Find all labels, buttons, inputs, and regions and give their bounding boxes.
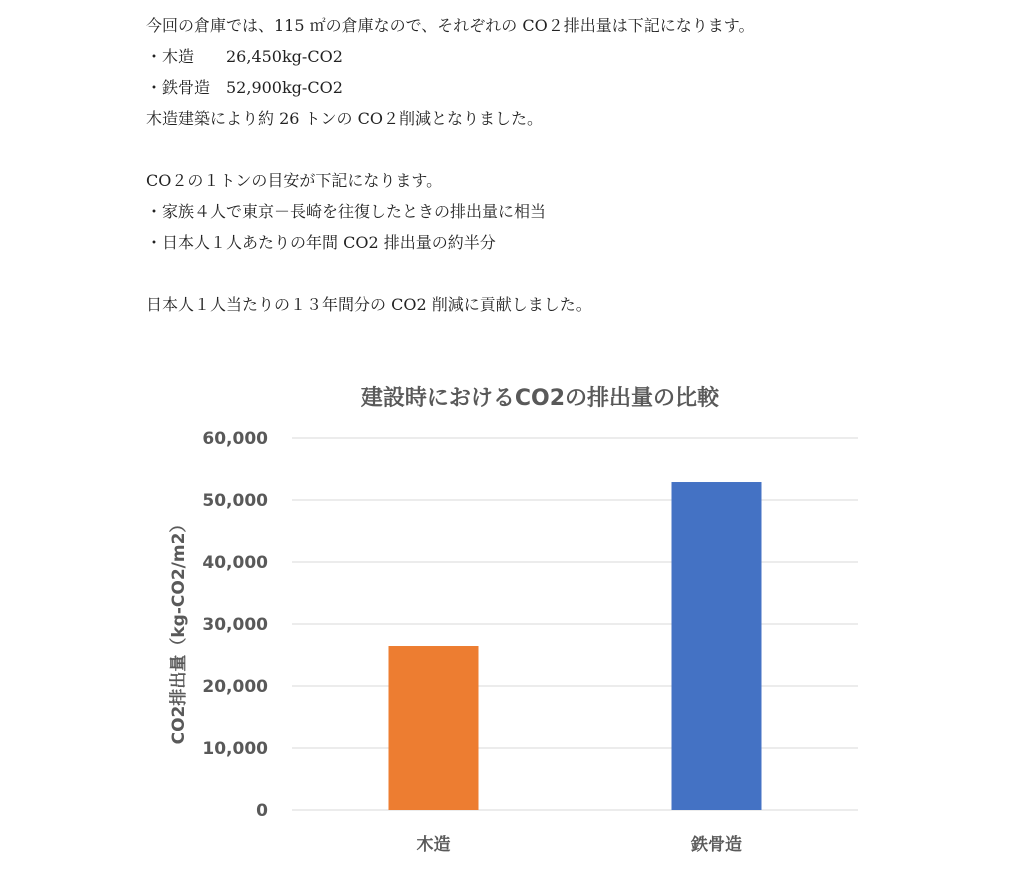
gridlines [292, 438, 858, 810]
x-axis-ticks [417, 834, 743, 855]
y-tick-label: 60,000 [202, 429, 268, 449]
blank-line [146, 258, 946, 289]
list-item-family-trip: ・家族４人で東京－長崎を往復したときの排出量に相当 [146, 202, 547, 221]
bar-steel [672, 482, 762, 810]
paragraph-reduction: 木造建築により約 26 トンの CO２削減となりました。 [146, 109, 543, 128]
list-item-steel: ・鉄骨造 52,900kg-CO2 [146, 78, 343, 97]
y-tick-label: 20,000 [202, 677, 268, 697]
bar-chart [0, 360, 1024, 869]
list-item-wood: ・木造 26,450kg-CO2 [146, 47, 343, 66]
y-axis-label: CO2排出量（kg-CO2/m2） [169, 515, 189, 745]
document-body [146, 10, 946, 320]
chart-container [0, 360, 1024, 869]
y-tick-label: 40,000 [202, 553, 268, 573]
paragraph-warehouse-intro: 今回の倉庫では、115 ㎡の倉庫なので、それぞれの CO２排出量は下記になります。 [146, 16, 755, 35]
y-tick-label: 30,000 [202, 615, 268, 635]
chart-title: 建設時におけるCO2の排出量の比較 [360, 386, 720, 411]
y-axis-ticks [202, 429, 268, 821]
blank-line [146, 134, 946, 165]
paragraph-conclusion: 日本人１人当たりの１３年間分の CO2 削減に貢献しました。 [146, 295, 592, 314]
x-tick-label: 鉄骨造 [691, 835, 742, 855]
x-tick-label: 木造 [416, 835, 451, 855]
y-tick-label: 10,000 [202, 739, 268, 759]
bar-wood [389, 646, 479, 810]
y-tick-label: 0 [256, 801, 268, 821]
paragraph-guide-intro: CO２の１トンの目安が下記になります。 [146, 171, 443, 190]
bars [389, 482, 762, 810]
list-item-annual-half: ・日本人１人あたりの年間 CO2 排出量の約半分 [146, 233, 496, 252]
y-tick-label: 50,000 [202, 491, 268, 511]
